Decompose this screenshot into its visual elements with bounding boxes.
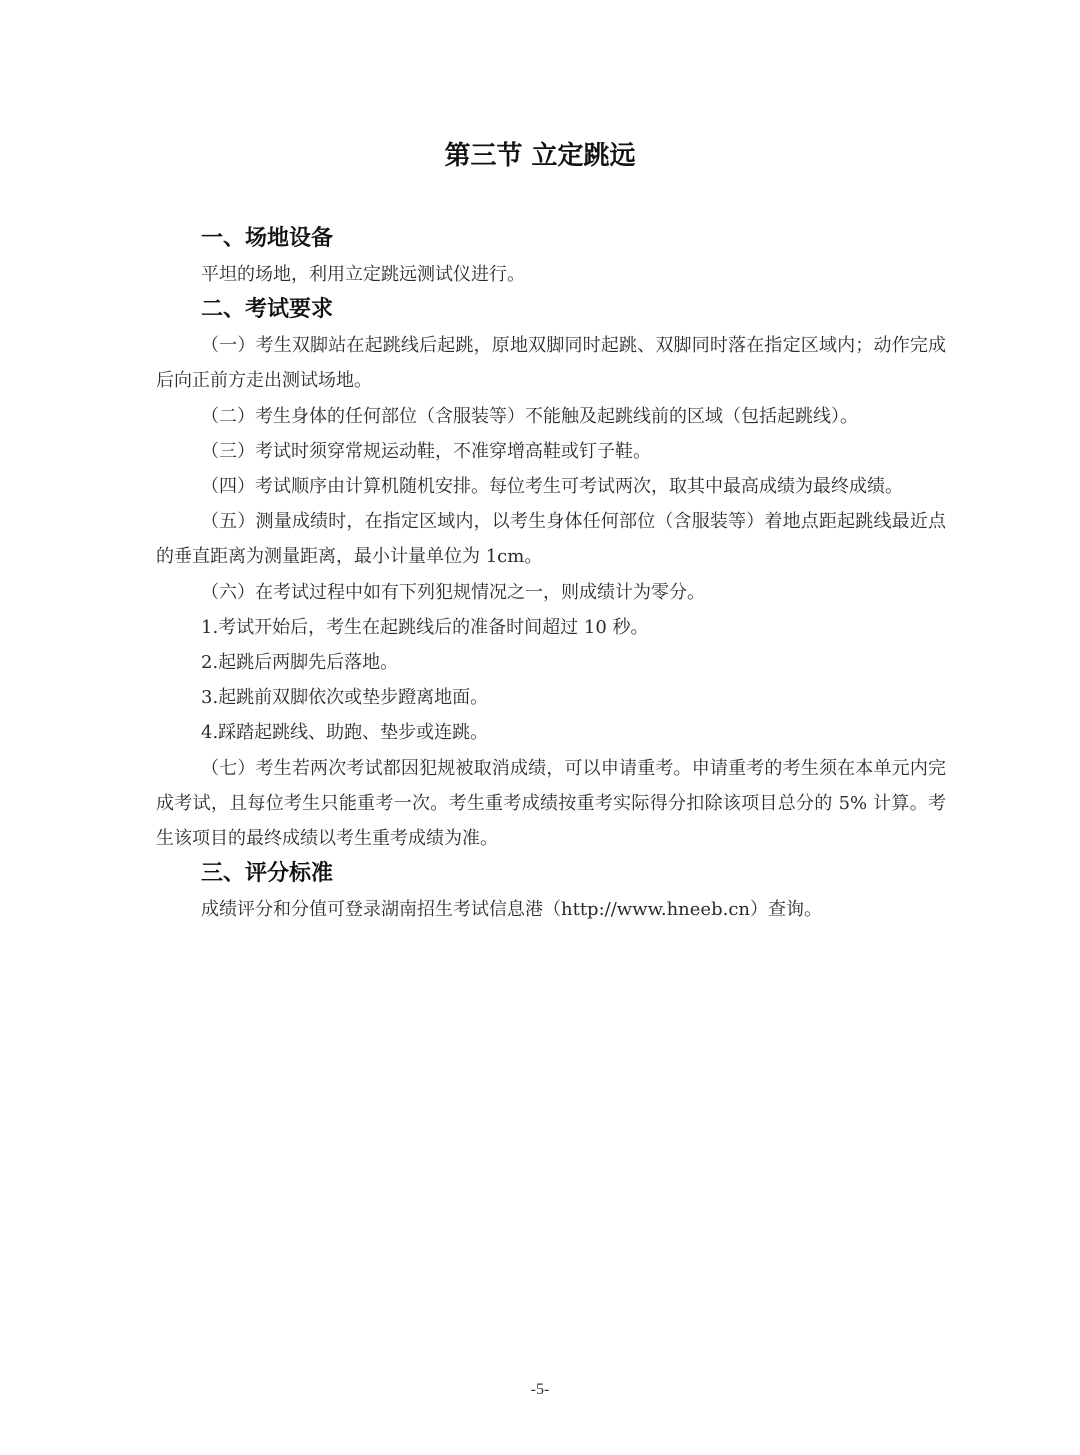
paragraph: （一）考生双脚站在起跳线后起跳，原地双脚同时起跳、双脚同时落在指定区域内；动作完成后向正前方走出测试场地。 <box>156 335 946 392</box>
paragraph: （七）考生若两次考试都因犯规被取消成绩，可以申请重考。申请重考的考生须在本单元内完成考试，且每位考生只能重考一次。考生重考成绩按重考实际得分扣除该项目总分的 5% 计算。考生该项目的最终成绩以考生重考成绩为准。 <box>156 757 946 850</box>
list-item: 4.踩踏起跳线、助跑、垫步或连跳。 <box>201 722 489 744</box>
paragraph: （四）考试顺序由计算机随机安排。每位考生可考试两次，取其中最高成绩为最终成绩。 <box>201 476 903 498</box>
document-body <box>156 221 946 927</box>
paragraph: （六）在考试过程中如有下列犯规情况之一，则成绩计为零分。 <box>201 581 705 603</box>
list-item: 1.考试开始后，考生在起跳线后的准备时间超过 10 秒。 <box>201 616 649 638</box>
paragraph: （三）考试时须穿常规运动鞋，不准穿增高鞋或钉子鞋。 <box>201 440 651 462</box>
paragraph: 平坦的场地，利用立定跳远测试仪进行。 <box>201 264 525 285</box>
paragraph: 成绩评分和分值可登录湖南招生考试信息港（http://www.hneeb.cn）查询。 <box>201 899 822 921</box>
section-heading: 一、场地设备 <box>201 226 334 251</box>
paragraph: （二）考生身体的任何部位（含服装等）不能触及起跳线前的区域（包括起跳线）。 <box>201 405 858 427</box>
section-venue-equipment <box>156 221 946 292</box>
page-number: -5- <box>530 1381 550 1398</box>
paragraph: （五）测量成绩时，在指定区域内，以考生身体任何部位（含服装等）着地点距起跳线最近点的垂直距离为测量距离，最小计量单位为 1cm。 <box>156 511 946 568</box>
page-title: 第三节 立定跳远 <box>444 141 636 171</box>
list-item: 3.起跳前双脚依次或垫步蹬离地面。 <box>201 687 489 709</box>
section-scoring-standard <box>156 856 946 927</box>
section-heading: 三、评分标准 <box>201 861 334 887</box>
section-heading: 二、考试要求 <box>201 297 334 323</box>
section-exam-requirements <box>156 292 946 856</box>
list-item: 2.起跳后两脚先后落地。 <box>201 652 399 674</box>
